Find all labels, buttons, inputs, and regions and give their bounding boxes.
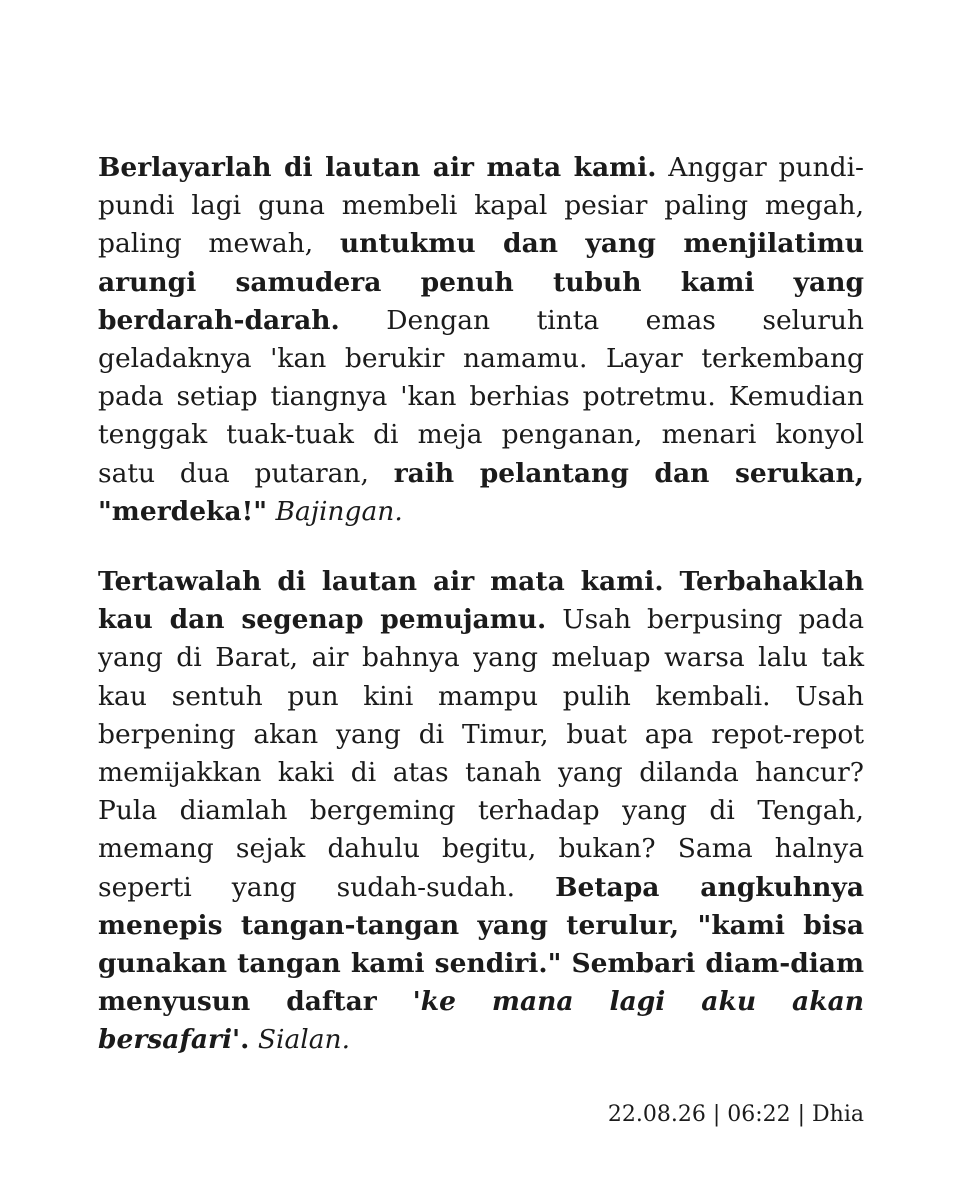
stanza-2-segment: '. <box>232 1024 250 1056</box>
stanza-1-segment: Berlayarlah di lautan air mata kami. <box>98 152 657 183</box>
poem-stanza-1 <box>98 149 864 531</box>
stanza-1-segment: untukmu dan yang menjilatimu arungi samudera penuh tubuh kami yang berdarah-darah. <box>98 228 864 336</box>
stanza-1-segment: Anggar pundi-pundi lagi guna membeli kapal pesiar paling megah, paling mewah, <box>98 152 864 260</box>
stanza-2-segment: ke mana lagi aku akan bersafari <box>98 986 865 1056</box>
poem-stanza-2 <box>98 563 864 1060</box>
stanza-1-closing-word: Bajingan. <box>275 495 403 527</box>
stanza-2-segment: Usah berpusing pada yang di Barat, air bahnya yang meluap warsa lalu tak kau sentuh pun kini mampu pulih kembali. Usah berpening akan yang di Timur, buat apa repot-repot memijakkan kaki di atas tanah yang dilanda hancur? Pula diamlah bergeming terhadap yang di Tengah, memang sejak dahulu begitu, bukan? Sama halnya seperti yang sudah-sudah. <box>98 604 864 903</box>
stanza-2-closing-word: Sialan. <box>257 1024 351 1056</box>
stanza-2-segment <box>249 1024 257 1055</box>
stanza-2-segment: Betapa angkuhnya menepis tangan-tangan yang terulur, "kami bisa gunakan tangan kami sendiri." Sembari diam-diam menyusun daftar ' <box>98 871 864 1018</box>
stanza-1-segment: raih pelantang dan serukan, "merdeka!" <box>98 457 864 527</box>
stanza-2-segment: Tertawalah di lautan air mata kami. Terbahaklah kau dan segenap pemujamu. <box>98 566 864 636</box>
signature-line: 22.08.26 | 06:22 | Dhia <box>607 1102 864 1127</box>
stanza-1-segment: Dengan tinta emas seluruh geladaknya 'kan berukir namamu. Layar terkembang pada setiap tiangnya 'kan berhias potretmu. Kemudian tenggak tuak-tuak di meja penganan, menari konyol satu dua putaran, <box>98 304 864 489</box>
